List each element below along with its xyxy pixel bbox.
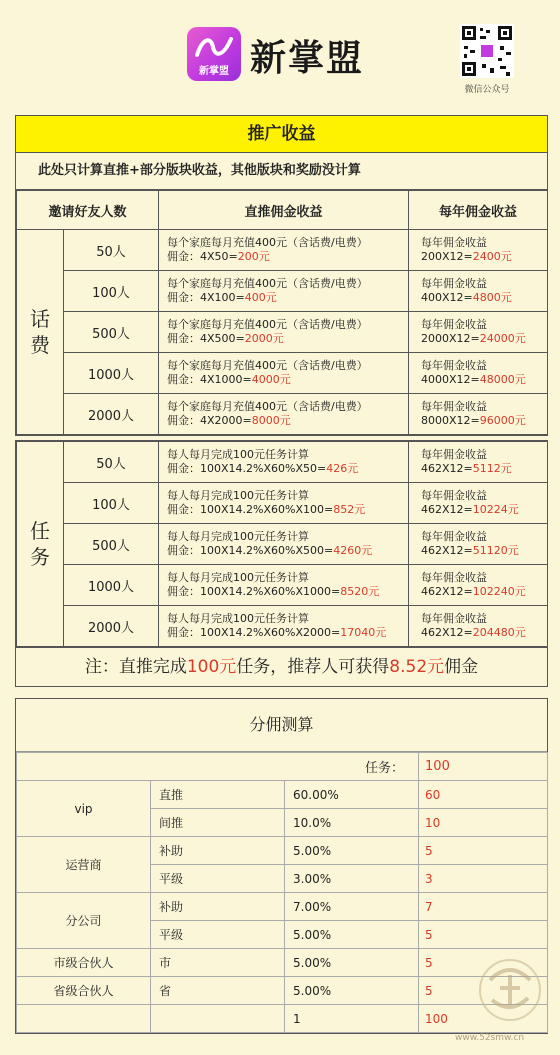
amount: 24000元 — [479, 332, 526, 345]
yearly-line1: 每年佣金收益 — [421, 448, 487, 461]
direct-line2 — [167, 585, 407, 599]
count-cell: 2000人 — [64, 394, 159, 435]
yearly-cell — [409, 483, 548, 524]
amount: 4260元 — [333, 544, 373, 557]
direct-line1: 每人每月完成100元任务计算 — [167, 571, 309, 584]
yearly-line1: 每年佣金收益 — [421, 400, 488, 413]
formula: 400X12= — [421, 291, 473, 304]
value-cell: 5 — [419, 977, 548, 1005]
amount: 4800元 — [472, 291, 512, 304]
logo-subtext: 新掌盟 — [199, 66, 229, 77]
yearly-cell — [409, 353, 548, 394]
pct-cell: 3.00% — [285, 865, 419, 893]
yearly-line2 — [421, 250, 546, 264]
pct-cell: 5.00% — [285, 949, 419, 977]
count-cell: 1000人 — [64, 565, 159, 606]
group-cell — [17, 1005, 151, 1033]
qr-code-icon — [460, 24, 514, 78]
yearly-line1: 每年佣金收益 — [421, 359, 488, 372]
amount: 51120元 — [472, 544, 519, 557]
phone-fee-grid — [16, 190, 548, 435]
formula: 200X12= — [421, 250, 473, 263]
sub-cell: 平级 — [151, 865, 285, 893]
sub-cell: 平级 — [151, 921, 285, 949]
direct-line2 — [167, 626, 407, 640]
group-cell: 分公司 — [17, 893, 151, 949]
amount: 8520元 — [340, 585, 380, 598]
brand-name: 新掌盟 — [250, 38, 365, 79]
formula: 佣金：4X50= — [167, 250, 238, 263]
count-cell: 50人 — [64, 442, 159, 483]
header — [0, 0, 560, 100]
amount: 48000元 — [479, 373, 526, 386]
formula: 佣金：4X1000= — [167, 373, 252, 386]
amount: 426元 — [326, 462, 359, 475]
table-note: 此处只计算直推+部分版块收益，其他版块和奖励没计算 — [16, 153, 547, 190]
yearly-line2 — [421, 462, 546, 476]
group-cell: 运营商 — [17, 837, 151, 893]
yearly-line1: 每年佣金收益 — [421, 277, 488, 290]
amount: 204480元 — [472, 626, 526, 639]
note-amount: 8.52元 — [389, 657, 445, 677]
yearly-cell — [409, 565, 548, 606]
app-logo-icon — [187, 27, 241, 81]
sub-cell: 市 — [151, 949, 285, 977]
direct-cell — [159, 394, 409, 435]
total-pct-cell: 1 — [285, 1005, 419, 1033]
sub-cell: 省 — [151, 977, 285, 1005]
yearly-line1: 每年佣金收益 — [421, 318, 488, 331]
watermark-url: www.52smw.cn — [455, 1033, 525, 1043]
yearly-line2 — [421, 291, 546, 305]
task-value: 100 — [419, 753, 548, 781]
amount: 400元 — [244, 291, 277, 304]
formula: 462X12= — [421, 626, 473, 639]
direct-line1: 每人每月完成100元任务计算 — [167, 612, 309, 625]
amount: 2000元 — [244, 332, 284, 345]
value-cell: 5 — [419, 837, 548, 865]
value-cell: 5 — [419, 949, 548, 977]
yearly-line2 — [421, 585, 546, 599]
amount: 852元 — [333, 503, 366, 516]
count-cell: 2000人 — [64, 606, 159, 647]
note-amount: 100元 — [186, 657, 237, 677]
count-cell: 1000人 — [64, 353, 159, 394]
formula: 4000X12= — [421, 373, 480, 386]
direct-line1: 每人每月完成100元任务计算 — [167, 530, 309, 543]
yearly-cell — [409, 394, 548, 435]
direct-cell — [159, 442, 409, 483]
table-title: 分佣测算 — [16, 699, 547, 752]
total-value-cell: 100 — [419, 1005, 548, 1033]
direct-line1: 每个家庭每月充值400元（含话费/电费） — [167, 318, 368, 331]
yearly-cell — [409, 230, 548, 271]
direct-line2 — [167, 373, 407, 387]
direct-line2 — [167, 414, 407, 428]
note-part: 任务，推荐人可获得 — [236, 657, 390, 677]
yearly-line2 — [421, 373, 546, 387]
formula: 462X12= — [421, 585, 473, 598]
direct-cell — [159, 483, 409, 524]
amount: 5112元 — [472, 462, 512, 475]
direct-cell — [159, 606, 409, 647]
direct-line1: 每个家庭每月充值400元（含话费/电费） — [167, 277, 368, 290]
note-part: 佣金 — [444, 657, 479, 677]
yearly-cell — [409, 312, 548, 353]
formula: 佣金：100X14.2%X60%X100= — [167, 503, 334, 516]
pct-cell: 5.00% — [285, 921, 419, 949]
yearly-line2 — [421, 544, 546, 558]
yearly-line2 — [421, 414, 546, 428]
sub-cell: 补助 — [151, 893, 285, 921]
formula: 佣金：100X14.2%X60%X1000= — [167, 585, 341, 598]
header-direct: 直推佣金收益 — [159, 191, 409, 230]
direct-line2 — [167, 291, 407, 305]
pct-cell: 60.00% — [285, 781, 419, 809]
header-yearly: 每年佣金收益 — [409, 191, 548, 230]
header-invites: 邀请好友人数 — [17, 191, 159, 230]
value-cell: 7 — [419, 893, 548, 921]
count-cell: 500人 — [64, 312, 159, 353]
direct-line2 — [167, 503, 407, 517]
sub-cell: 直推 — [151, 781, 285, 809]
formula: 佣金：4X100= — [167, 291, 245, 304]
amount: 10224元 — [472, 503, 519, 516]
task-label: 任务： — [17, 753, 419, 781]
yearly-line1: 每年佣金收益 — [421, 489, 487, 502]
direct-line1: 每人每月完成100元任务计算 — [167, 448, 309, 461]
formula: 佣金：4X500= — [167, 332, 245, 345]
direct-cell — [159, 271, 409, 312]
formula: 462X12= — [421, 503, 473, 516]
formula: 8000X12= — [421, 414, 480, 427]
yearly-line1: 每年佣金收益 — [421, 530, 487, 543]
group-cell: 市级合伙人 — [17, 949, 151, 977]
pct-cell: 5.00% — [285, 837, 419, 865]
amount: 102240元 — [472, 585, 526, 598]
formula: 2000X12= — [421, 332, 480, 345]
formula: 462X12= — [421, 462, 473, 475]
yearly-cell — [409, 442, 548, 483]
amount: 4000元 — [251, 373, 291, 386]
yearly-cell — [409, 524, 548, 565]
note-part: 注：直推完成 — [84, 657, 187, 677]
formula: 佣金：100X14.2%X60%X50= — [167, 462, 327, 475]
yearly-line2 — [421, 332, 546, 346]
amount: 17040元 — [340, 626, 387, 639]
sub-cell: 补助 — [151, 837, 285, 865]
pct-cell: 7.00% — [285, 893, 419, 921]
commission-grid — [16, 752, 548, 1033]
task-income-table — [15, 440, 548, 687]
pct-cell: 10.0% — [285, 809, 419, 837]
commission-calc-table — [15, 698, 548, 1034]
promotion-income-table — [15, 115, 548, 436]
direct-cell — [159, 230, 409, 271]
qr-caption: 微信公众号 — [464, 85, 510, 95]
formula: 462X12= — [421, 544, 473, 557]
category-label: 话费 — [30, 307, 50, 357]
direct-line1: 每个家庭每月充值400元（含话费/电费） — [167, 236, 368, 249]
yearly-cell — [409, 271, 548, 312]
pct-cell: 5.00% — [285, 977, 419, 1005]
direct-cell — [159, 565, 409, 606]
amount: 200元 — [237, 250, 270, 263]
direct-line1: 每个家庭每月充值400元（含话费/电费） — [167, 359, 368, 372]
direct-cell — [159, 524, 409, 565]
yearly-cell — [409, 606, 548, 647]
summary-note — [16, 647, 547, 686]
count-cell: 100人 — [64, 271, 159, 312]
group-cell: 省级合伙人 — [17, 977, 151, 1005]
direct-cell — [159, 353, 409, 394]
watermark-seal-icon — [470, 950, 550, 1030]
sub-cell: 间推 — [151, 809, 285, 837]
formula: 佣金：100X14.2%X60%X500= — [167, 544, 334, 557]
task-grid — [16, 441, 548, 647]
direct-line1: 每个家庭每月充值400元（含话费/电费） — [167, 400, 368, 413]
amount: 96000元 — [479, 414, 526, 427]
formula: 佣金：4X2000= — [167, 414, 252, 427]
direct-line2 — [167, 544, 407, 558]
value-cell: 3 — [419, 865, 548, 893]
yearly-line2 — [421, 626, 546, 640]
yearly-line1: 每年佣金收益 — [421, 612, 487, 625]
count-cell: 100人 — [64, 483, 159, 524]
sub-cell — [151, 1005, 285, 1033]
table-title: 推广收益 — [16, 116, 547, 153]
direct-line2 — [167, 250, 407, 264]
formula: 佣金：100X14.2%X60%X2000= — [167, 626, 341, 639]
value-cell: 60 — [419, 781, 548, 809]
category-task — [17, 442, 64, 647]
value-cell: 5 — [419, 921, 548, 949]
category-phone-fee — [17, 230, 64, 435]
value-cell: 10 — [419, 809, 548, 837]
yearly-line1: 每年佣金收益 — [421, 236, 488, 249]
direct-line2 — [167, 462, 407, 476]
yearly-line1: 每年佣金收益 — [421, 571, 487, 584]
direct-line1: 每人每月完成100元任务计算 — [167, 489, 309, 502]
count-cell: 500人 — [64, 524, 159, 565]
direct-line2 — [167, 332, 407, 346]
amount: 2400元 — [472, 250, 512, 263]
group-cell: vip — [17, 781, 151, 837]
category-label: 任务 — [30, 519, 50, 569]
yearly-line2 — [421, 503, 546, 517]
amount: 8000元 — [251, 414, 291, 427]
direct-cell — [159, 312, 409, 353]
count-cell: 50人 — [64, 230, 159, 271]
